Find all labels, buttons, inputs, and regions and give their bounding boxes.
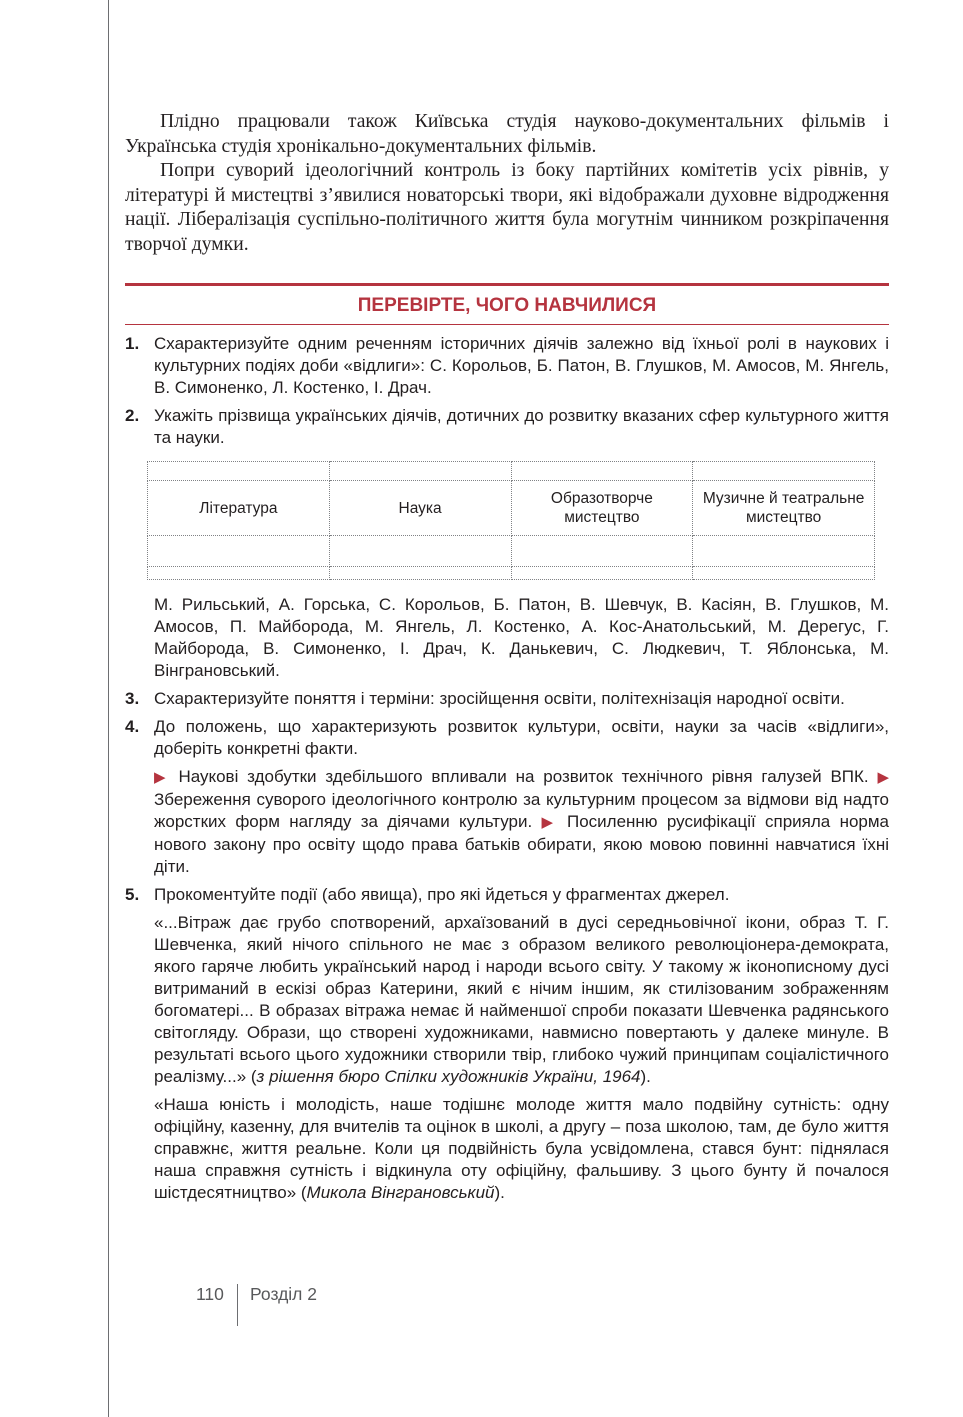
table-header-visual-arts: Образотворче мистецтво [511,481,693,536]
table-cell [693,536,875,567]
table-cell [693,567,875,580]
quote-text: «Наша юність і молодість, наше тодішнє молоде життя мало подвійну сутність: одну офіційну, казенну, для вчителів та оцінок в школі, а другу – поза школою, там, де було життя справжнє, життя реальне. Коли ця подвійність була усвідомлена, стався бунт: піднялася наша справжня сутність і відкинула оту офіційну, фальшиву. З цього бунту й почалося шістдесятництво» ( [154,1095,889,1202]
question-1 [125,333,889,399]
statement-1: Наукові здобутки здебільшого впливали на розвиток технічного рівня галузей ВПК. [178,767,869,786]
page-margin-line [108,0,109,1417]
page-content [125,110,889,1207]
table-cell [511,536,693,567]
question-text: Прокоментуйте події (або явища), про які йдеться у фрагментах джерел. [154,885,730,904]
question-4 [125,716,889,760]
footer-divider [237,1284,238,1326]
table-header-science: Наука [329,481,511,536]
question-text: До положень, що характеризують розвиток культури, освіти, науки за часів «відлиги», доберіть конкретні факти. [154,717,889,758]
table-cell [329,536,511,567]
names-list: М. Рильський, А. Горська, С. Корольов, Б. Патон, В. Шевчук, В. Касіян, В. Глушков, М. Амосов, П. Майборода, М. Янгель, Л. Костенко, А. Кос-Анатольський, М. Дерегус, Г. Майборода, В. Симоненко, І. Драч, К. Данькевич, С. Людкевич, Т. Яблонська, М. Вінграновський. [154,595,889,680]
question-text: Схарактеризуйте поняття і терміни: зросійщення освіти, політехнізація народної освіти. [154,689,845,708]
question-5 [125,884,889,906]
table-header-music-theatre: Музичне й театральне мистецтво [693,481,875,536]
question-number: 4. [125,717,140,736]
question-number: 5. [125,885,140,904]
question-number: 1. [125,334,140,353]
table-cell [511,567,693,580]
statements-block [154,766,889,878]
question-3 [125,688,889,710]
section-divider-bottom [125,324,889,325]
triangle-bullet-icon: ▶ [154,769,170,786]
source-quote-2 [154,1094,889,1204]
question-number: 3. [125,689,140,708]
table-cell [148,462,330,481]
question-number: 2. [125,406,140,425]
statement-2: Збереження суворого ідеологічного контролю за культурним процесом за відмови від надто жорстких форм нагляду за діячами культури. [154,790,889,831]
quote-end: ). [494,1183,505,1202]
section-title: ПЕРЕВІРТЕ, ЧОГО НАВЧИЛИСЯ [357,295,657,316]
intro-paragraph-2: Попри суворий ідеологічний контроль із боку партійних комітетів усіх рівнів, у літературі й мистецтві з’явилися новаторські твори, які відображали духовне відродження нації. Лібералізація суспільно-політичного життя була могутнім чинником розкріпачення творчої думки. [125,160,889,255]
table-cell [329,567,511,580]
source-quote-1 [154,912,889,1088]
section-divider-top [125,283,889,286]
table-cell [329,462,511,481]
section-label: Розділ 2 [250,1284,317,1304]
table-cell [511,462,693,481]
table-cell [693,462,875,481]
intro-paragraph-1: Плідно працювали також Київська студія науково-документальних фільмів і Українська студія хронікально-документальних фільмів. [125,111,889,157]
question-text: Укажіть прізвища українських діячів, дотичних до розвитку вказаних сфер культурного життя та науки. [154,406,889,447]
table-cell [148,567,330,580]
quote-source: Микола Вінграновський [306,1183,495,1202]
question-text: Схарактеризуйте одним реченням історичних діячів залежно від їхньої ролі в наукових і культурних подіях доби «відлиги»: С. Корольов, Б. Патон, В. Глушков, М. Амосов, М. Янгель, В. Симоненко, Л. Костенко, І. Драч. [154,334,889,397]
statement-3: Посиленню русифікації сприяла норма нового закону про освіту щодо права батьків обирати, якою мовою повинні навчатися їхні діти. [154,812,890,876]
culture-table [147,461,875,580]
triangle-bullet-icon: ▶ [541,814,558,831]
quote-source: з рішення бюро Спілки художників України, 1964 [256,1067,641,1086]
quote-text: «...Вітраж дає грубо спотворений, архаїзований в дусі середньовічної ікони, образ Т. Г. Шевченка, який нічого спільного не має з образом великого революціонера-демократа, якого гаряче любить український народ і народи всього світу. У такому ж іконописному дусі витриманий в ескізі образ Катерини, який є нічим іншим, як стилізованим зображенням богоматері... В образах вітража немає й найменшої спроби показати Шевченка радянського світогляду. Образи, що створені художниками, навмисно повертають у далеке минуле. В результаті всього цього художники створили твір, глибоко чужий принципам соціалістичного реалізму...» ( [154,913,889,1086]
triangle-bullet-icon: ▶ [877,769,889,786]
question-2 [125,405,889,449]
quote-end: ). [640,1067,651,1086]
table-header-literature: Література [148,481,330,536]
page-number: 110 [196,1284,224,1304]
table-cell [148,536,330,567]
